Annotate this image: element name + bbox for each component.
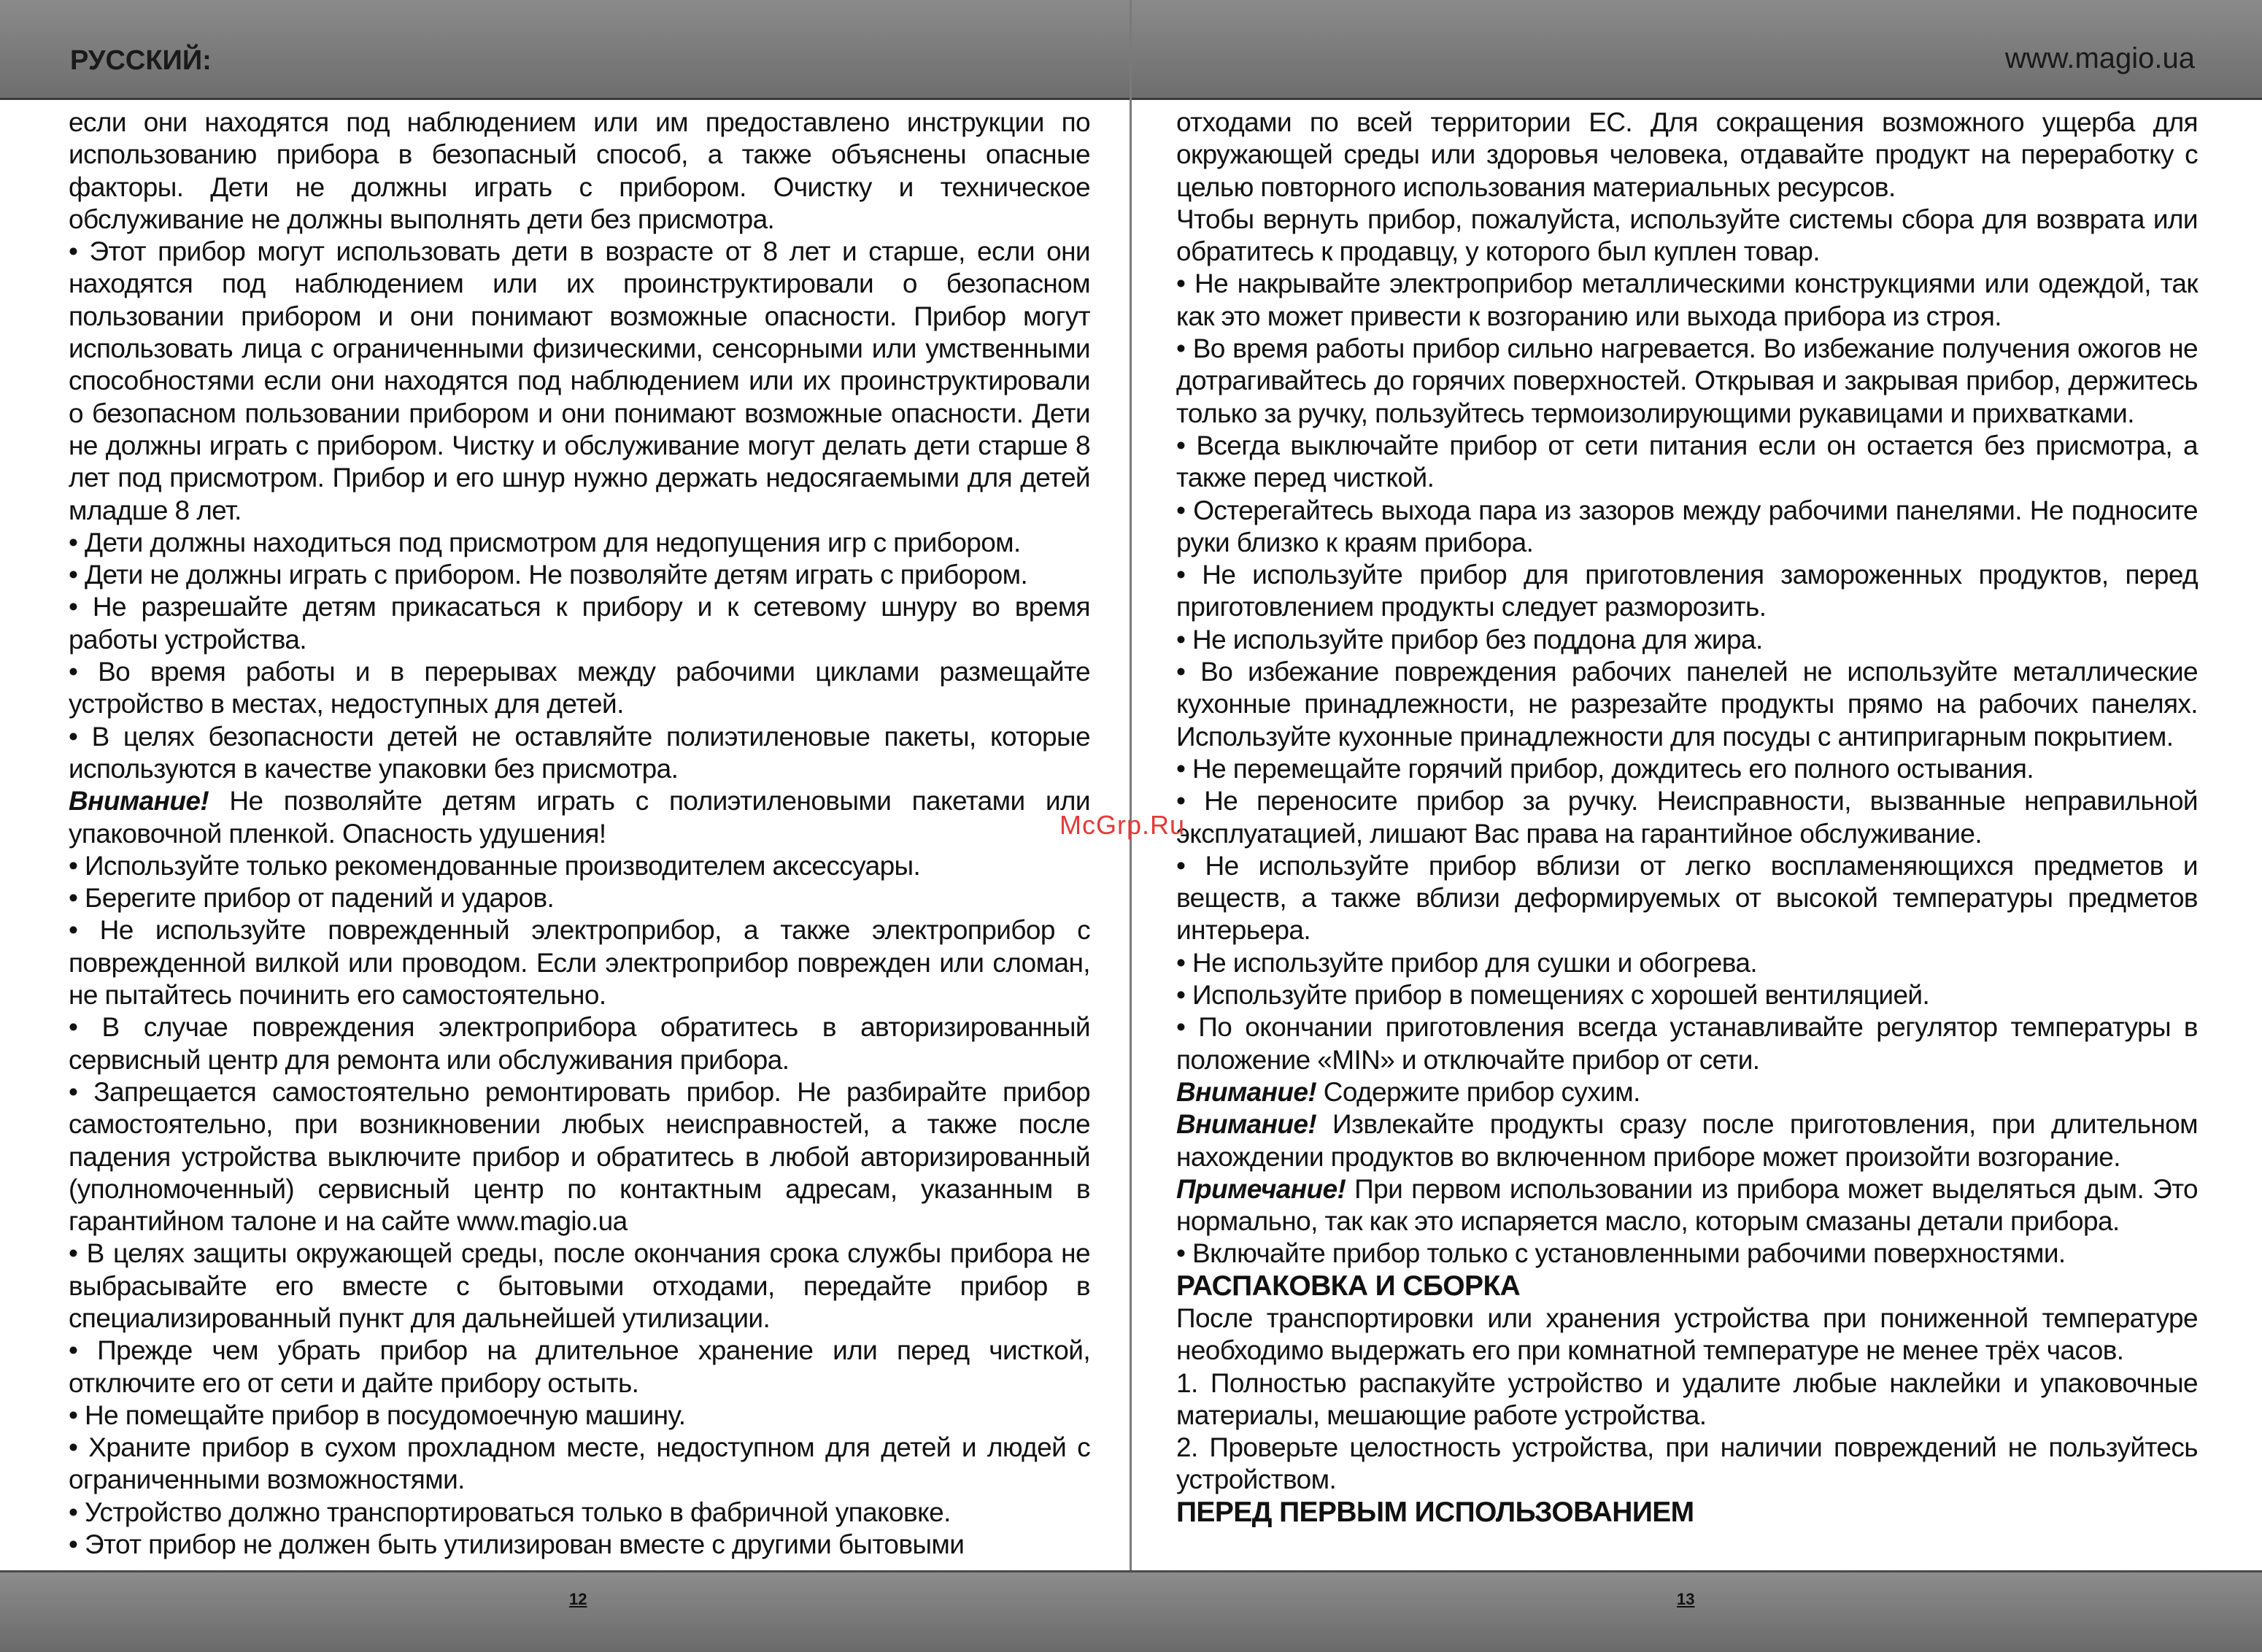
paragraph: • Не переносите прибор за ручку. Неисправности, вызванные неправильной эксплуатацией, лишают Вас права на гарантийное обслуживание.	[1176, 786, 2198, 849]
left-page-text	[69, 107, 1090, 1561]
paragraph: • Не используйте прибор для приготовления замороженных продуктов, перед приготовлением продукты следует разморозить.	[1176, 560, 2198, 622]
paragraph: • Не используйте прибор без поддона для жира.	[1176, 624, 1763, 655]
paragraph: 2. Проверьте целостность устройства, при наличии повреждений не пользуйтесь устройством.	[1176, 1432, 2198, 1495]
note-paragraph	[1176, 1076, 2198, 1108]
note-label: Внимание!	[69, 786, 209, 817]
note-text: Содержите прибор сухим.	[1316, 1076, 1640, 1107]
paragraph: • Используйте прибор в помещениях с хорошей вентиляцией.	[1176, 980, 1930, 1011]
paragraph: • Берегите прибор от падений и ударов.	[69, 883, 555, 914]
paragraph: • Не накрывайте электроприбор металлическими конструкциями или одеждой, так как это может привести к возгоранию или выхода прибора из строя.	[1176, 269, 2198, 331]
paragraph: • Всегда выключайте прибор от сети питания если он остается без присмотра, а также перед чисткой.	[1176, 430, 2198, 493]
paragraph: Чтобы вернуть прибор, пожалуйста, используйте системы сбора для возврата или обратитесь к продавцу, у которого был куплен товар.	[1176, 204, 2198, 267]
right-page-number: 13	[1677, 1590, 1695, 1608]
language-label: РУССКИЙ:	[70, 45, 212, 76]
paragraph: • Дети должны находиться под присмотром для недопущения игр с прибором.	[69, 527, 1021, 557]
paragraph: • Включайте прибор только с установленными рабочими поверхностями.	[1176, 1238, 2066, 1269]
note-paragraph	[69, 785, 1090, 850]
paragraph: • Храните прибор в сухом прохладном месте, недоступном для детей и людей с ограниченными возможностями.	[69, 1432, 1090, 1495]
note-text: Извлекайте продукты сразу после приготовления, при длительном нахождении продуктов во включенном приборе может произойти возгорание.	[1176, 1109, 2198, 1172]
paragraph: • Во избежание повреждения рабочих панелей не используйте металлические кухонные принадлежности, не разрезайте продукты прямо на рабочих панелях. Используйте кухонные принадлежности для посуды с антипригарным покрытием.	[1176, 657, 2198, 752]
watermark: McGrp.Ru	[1059, 810, 1186, 840]
note-paragraph	[1176, 1173, 2198, 1238]
paragraph: • В целях безопасности детей не оставляйте полиэтиленовые пакеты, которые используются в качестве упаковки без присмотра.	[69, 721, 1090, 784]
note-text: При первом использовании из прибора может выделяться дым. Это нормально, так как это испаряется масло, которым смазаны детали прибора.	[1176, 1173, 2198, 1237]
paragraph: • Не разрешайте детям прикасаться к прибору и к сетевому шнуру во время работы устройства.	[69, 592, 1090, 655]
left-page-number: 12	[569, 1590, 587, 1608]
paragraph: • Не помещайте прибор в посудомоечную машину.	[69, 1400, 686, 1430]
note-label: Внимание!	[1176, 1076, 1317, 1107]
paragraph: • Используйте только рекомендованные производителем аксессуары.	[69, 850, 921, 881]
paragraph: • Этот прибор могут использовать дети в возрасте от 8 лет и старше, если они находятся под наблюдением или их проинструктировали о безопасном пользовании прибором и они понимают возможные опасности. Прибор могут использовать лица с ограниченными физическими, сенсорными или умственными способностями если они находятся под наблюдением или их проинструктировали о безопасном пользовании прибором и они понимают возможные опасности. Дети не должны играть с прибором. Чистку и обслуживание могут делать дети старше 8 лет под присмотром. Прибор и его шнур нужно держать недосягаемыми для детей младше 8 лет.	[69, 236, 1090, 525]
paragraph: • По окончании приготовления всегда устанавливайте регулятор температуры в положение «MIN» и отключайте прибор от сети.	[1176, 1012, 2198, 1075]
paragraph: • Не используйте поврежденный электроприбор, а также электроприбор с поврежденной вилкой или проводом. Если электроприбор поврежден или сломан, не пытайтесь починить его самостоятельно.	[69, 915, 1090, 1011]
paragraph: • Во время работы и в перерывах между рабочими циклами размещайте устройство в местах, недоступных для детей.	[69, 657, 1090, 719]
paragraph: • Не используйте прибор для сушки и обогрева.	[1176, 947, 1758, 978]
note-paragraph	[1176, 1108, 2198, 1173]
paragraph: 1. Полностью распакуйте устройство и удалите любые наклейки и упаковочные материалы, мешающие работе устройства.	[1176, 1367, 2198, 1430]
note-label: Примечание!	[1176, 1173, 1346, 1204]
section-heading: РАСПАКОВКА И СБОРКА	[1176, 1270, 1521, 1302]
paragraph: • Во время работы прибор сильно нагревается. Во избежание получения ожогов не дотрагивайтесь до горячих поверхностей. Открывая и закрывая прибор, держитесь только за ручку, пользуйтесь термоизолирующими рукавицами и прихватками.	[1176, 333, 2198, 428]
paragraph: отходами по всей территории ЕС. Для сокращения возможного ущерба для окружающей среды или здоровья человека, отдавайте продукт на переработку с целью повторного использования материальных ресурсов.	[1176, 107, 2198, 202]
website-label: www.magio.ua	[2004, 42, 2195, 74]
paragraph: • Дети не должны играть с прибором. Не позволяйте детям играть с прибором.	[69, 560, 1028, 590]
paragraph: если они находятся под наблюдением или им предоставлено инструкции по использованию прибора в безопасный способ, а также объяснены опасные факторы. Дети не должны играть с прибором. Очистку и техническое обслуживание не должны выполнять дети без присмотра.	[69, 107, 1090, 234]
paragraph: • Этот прибор не должен быть утилизирован вместе с другими бытовыми	[69, 1529, 965, 1560]
paragraph: • Остерегайтесь выхода пара из зазоров между рабочими панелями. Не подносите руки близко к краям прибора.	[1176, 495, 2198, 557]
note-text: Не позволяйте детям играть с полиэтиленовыми пакетами или упаковочной пленкой. Опасность удушения!	[69, 786, 1090, 849]
section-heading: ПЕРЕД ПЕРВЫМ ИСПОЛЬЗОВАНИЕМ	[1176, 1496, 1694, 1528]
page-footer	[0, 1570, 2262, 1652]
right-page-text	[1176, 107, 2198, 1529]
paragraph: • В случае повреждения электроприбора обратитесь в авторизированный сервисный центр для ремонта или обслуживания прибора.	[69, 1012, 1090, 1075]
paragraph: • Не используйте прибор вблизи от легко воспламеняющихся предметов и веществ, а также вблизи деформируемых от высокой температуры предметов интерьера.	[1176, 850, 2198, 946]
paragraph: После транспортировки или хранения устройства при пониженной температуре необходимо выдержать его при комнатной температуре не менее трёх часов.	[1176, 1302, 2198, 1366]
paragraph: • Запрещается самостоятельно ремонтировать прибор. Не разбирайте прибор самостоятельно, при возникновении любых неисправностей, а также после падения устройства выключите прибор и обратитесь в любой авторизированный (уполномоченный) сервисный центр по контактным адресам, указанным в гарантийном талоне и на сайте www.magio.ua	[69, 1076, 1090, 1237]
paragraph: • Устройство должно транспортироваться только в фабричной упаковке.	[69, 1497, 951, 1527]
paragraph: • Не перемещайте горячий прибор, дождитесь его полного остывания.	[1176, 753, 2034, 784]
paragraph: • В целях защиты окружающей среды, после окончания срока службы прибора не выбрасывайте его вместе с бытовыми отходами, передайте прибор в специализированный пункт для дальнейшей утилизации.	[69, 1238, 1090, 1333]
note-label: Внимание!	[1176, 1109, 1317, 1140]
paragraph: • Прежде чем убрать прибор на длительное хранение или перед чисткой, отключите его от сети и дайте прибору остыть.	[69, 1335, 1090, 1398]
